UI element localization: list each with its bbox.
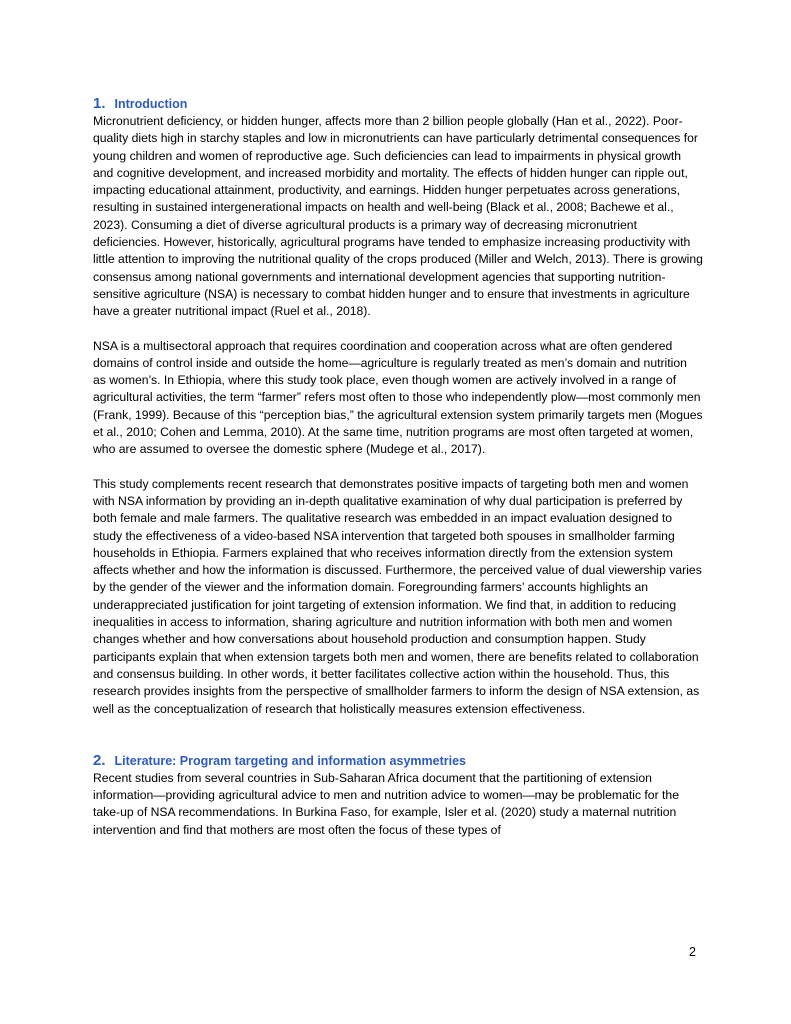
page-content (93, 95, 703, 839)
section-1-heading (93, 95, 703, 113)
page-number: 2 (689, 945, 696, 959)
section-2-title: Literature: Program targeting and information asymmetries (114, 753, 466, 768)
section-1-paragraph-1: Micronutrient deficiency, or hidden hunger, affects more than 2 billion people globally (Han et al., 2022). Poor-quality diets high in starchy staples and low in micronutrients can have particularly detrimental consequences for young children and women of reproductive age. Such deficiencies can lead to impairments in physical growth and cognitive development, and increased morbidity and mortality. The effects of hidden hunger can ripple out, impacting educational attainment, productivity, and earnings. Hidden hunger perpetuates across generations, resulting in sustained intergenerational impacts on health and well-being (Black et al., 2008; Bachewe et al., 2023). Consuming a diet of diverse agricultural products is a primary way of decreasing micronutrient deficiencies. However, historically, agricultural programs have tended to emphasize increasing productivity with little attention to improving the nutritional quality of the crops produced (Miller and Welch, 2013). There is growing consensus among national governments and international development agencies that supporting nutrition-sensitive agriculture (NSA) is necessary to combat hidden hunger and to ensure that investments in agriculture have a greater nutritional impact (Ruel et al., 2018). (93, 114, 703, 319)
section-2-paragraph-1: Recent studies from several countries in Sub-Saharan Africa document that the partitioning of extension information—providing agricultural advice to men and nutrition advice to women—may be problematic for the take-up of NSA recommendations. In Burkina Faso, for example, Isler et al. (2020) study a maternal nutrition intervention and find that mothers are most often the focus of these types of (93, 770, 679, 837)
section-1-paragraph-3: This study complements recent research that demonstrates positive impacts of targeting both men and women with NSA information by providing an in-depth qualitative examination of why dual participation is preferred by both female and male farmers. The qualitative research was embedded in an impact evaluation designed to study the effectiveness of a video-based NSA intervention that targeted both spouses in smallholder farming households in Ethiopia. Farmers explained that who receives information directly from the extension system affects whether and how the information is discussed. Furthermore, the perceived value of dual viewership varies by the gender of the viewer and the information domain. Foregrounding farmers’ accounts highlights an underappreciated justification for joint targeting of extension information. We find that, in addition to reducing inequalities in access to information, sharing agriculture and nutrition information with both men and women changes whether and how conversations about household production and consumption happen. Study participants explain that when extension targets both men and women, there are benefits related to collaboration and consensus building. In other words, it better facilitates collective action within the household. Thus, this research provides insights from the perspective of smallholder farmers to inform the design of NSA extension, as well as the conceptualization of research that holistically measures extension effectiveness. (93, 476, 702, 716)
section-1-number: 1. (93, 95, 106, 112)
section-2-number: 2. (93, 751, 106, 769)
section-1-paragraph-2: NSA is a multisectoral approach that requires coordination and cooperation across what are often gendered domains of control inside and outside the home—agriculture is regularly treated as men’s domain and nutrition as women’s. In Ethiopia, where this study took place, even though women are actively involved in a range of agricultural activities, the term “farmer” refers most often to those who independently plow—most commonly men (Frank, 1999). Because of this “perception bias,” the agricultural extension system primarily targets men (Mogues et al., 2010; Cohen and Lemma, 2010). At the same time, nutrition programs are most often targeted at women, who are assumed to oversee the domestic sphere (Mudege et al., 2017). (93, 338, 703, 457)
section-2-heading (93, 752, 703, 770)
section-1-title: Introduction (114, 97, 188, 111)
